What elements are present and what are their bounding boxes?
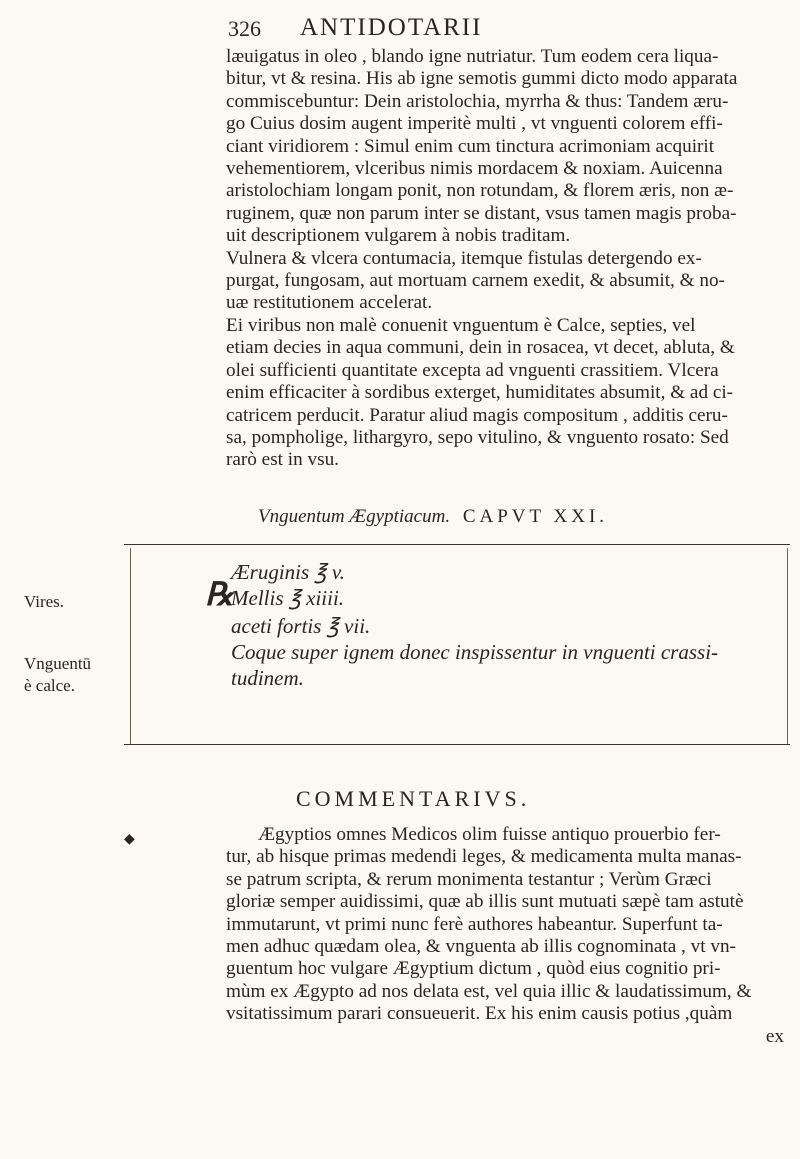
- page-header: [228, 14, 668, 44]
- body-line: olei sufficienti quantitate excepta ad vnguenti crassitiem. Vlcera: [226, 359, 719, 381]
- commentary-line: men adhuc quædam olea, & vnguenta ab illis cognominata , vt vn-: [226, 936, 736, 958]
- margin-note-vnguentum: Vnguentū: [24, 654, 92, 673]
- recipe-line: aceti fortis ℥ vii.: [231, 614, 371, 638]
- catchword: ex: [765, 1025, 784, 1047]
- commentary-line: immutarunt, vt primi nunc ferè authores habeantur. Superfunt ta-: [226, 913, 723, 935]
- commentary-text: [226, 824, 784, 1048]
- commentary-line: se patrum scripta, & rerum monimenta testantur ; Verùm Græci: [226, 868, 712, 890]
- recipe-symbol: ℞: [205, 576, 234, 612]
- recipe-line: Æruginis ℥ v.: [231, 560, 345, 584]
- body-line: etiam decies in aqua communi, dein in rosacea, vt decet, abluta, &: [226, 337, 735, 359]
- body-line: catricem perducit. Paratur aliud magis compositum , additis ceru-: [226, 404, 728, 426]
- commentary-line: tur, ab hisque primas medendi leges, & medicamenta multa manas-: [226, 846, 742, 868]
- chapter-heading: [258, 506, 608, 528]
- body-line: bitur, vt & resina. His ab igne semotis gummi dicto modo apparata: [226, 68, 738, 90]
- commentary-line: Ægyptios omnes Medicos olim fuisse antiquo prouerbio fer-: [258, 824, 721, 845]
- commentary-line: gloriæ semper auidissimi, quæ ab illis sunt mutuati sæpè tam astutè: [226, 891, 744, 913]
- body-line: Ei viribus non malè conuenit vnguentum è Calce, septies, vel: [226, 314, 696, 336]
- body-text: [226, 46, 784, 472]
- body-line: purgat, fungosam, aut mortuam carnem exedit, & absumit, & no-: [226, 270, 725, 292]
- body-line: aristolochiam longam ponit, non rotundam, & florem æris, non æ-: [226, 180, 734, 202]
- commentary-heading: COMMENTARIVS.: [296, 786, 531, 811]
- body-line: rarò est in vsu.: [226, 449, 339, 471]
- body-line: ruginem, quæ non parum inter se distant, vsus tamen magis proba-: [226, 202, 737, 224]
- body-line: vehementiorem, vlceribus nimis mordacem & noxiam. Auicenna: [226, 158, 723, 180]
- recipe-bottom-rule: [124, 744, 790, 745]
- chapter-title: Vnguentum Ægyptiacum.: [258, 506, 451, 527]
- body-line: ciant viridiorem : Simul enim cum tinctura acrimoniam acquirit: [226, 135, 715, 157]
- recipe-box: [130, 548, 788, 744]
- recipe-line: Coque super ignem donec inspissentur in vnguenti crassi-: [231, 640, 719, 664]
- recipe-top-rule: [124, 544, 790, 545]
- margin-note-calce: è calce.: [24, 676, 75, 695]
- body-line: uit descriptionem vulgarem à nobis traditam.: [226, 225, 571, 247]
- body-line: commiscebuntur: Dein aristolochia, myrrha & thus: Tandem æru-: [226, 90, 729, 112]
- page-number: 326: [228, 16, 261, 41]
- body-line: sa, pompholige, lithargyro, sepo vitulino, & vnguento rosato: Sed: [226, 426, 729, 448]
- body-line: go Cuius dosim augent imperitè multi , vt vnguenti colorem effi-: [226, 113, 723, 135]
- commentary-line: guentum hoc vulgare Ægyptium dictum , quòd eius cognitio pri-: [226, 958, 721, 980]
- margin-note-vires: Vires.: [24, 592, 65, 611]
- body-line: uæ restitutionem accelerat.: [226, 292, 433, 314]
- body-line: enim efficaciter à sordibus exterget, humiditates absumit, & ad ci-: [226, 382, 734, 404]
- body-line: Vulnera & vlcera contumacia, itemque fistulas detergendo ex-: [226, 247, 702, 269]
- running-head: ANTIDOTARII: [300, 14, 483, 41]
- commentary-line: mùm ex Ægypto ad nos delata est, vel quia illic & laudatissimum, &: [226, 980, 752, 1002]
- body-line: læuigatus in oleo , blando igne nutriatur. Tum eodem cera liqua-: [226, 46, 719, 67]
- recipe-line: tudinem.: [231, 666, 304, 690]
- chapter-number: CAPVT XXI.: [462, 506, 609, 527]
- paragraph-bullet-icon: ◆: [124, 832, 135, 847]
- commentary-line: vsitatissimum parari consueuerit. Ex his enim causis potius ,quàm: [226, 1003, 733, 1025]
- recipe-line: Mellis ℥ xiiii.: [231, 586, 345, 610]
